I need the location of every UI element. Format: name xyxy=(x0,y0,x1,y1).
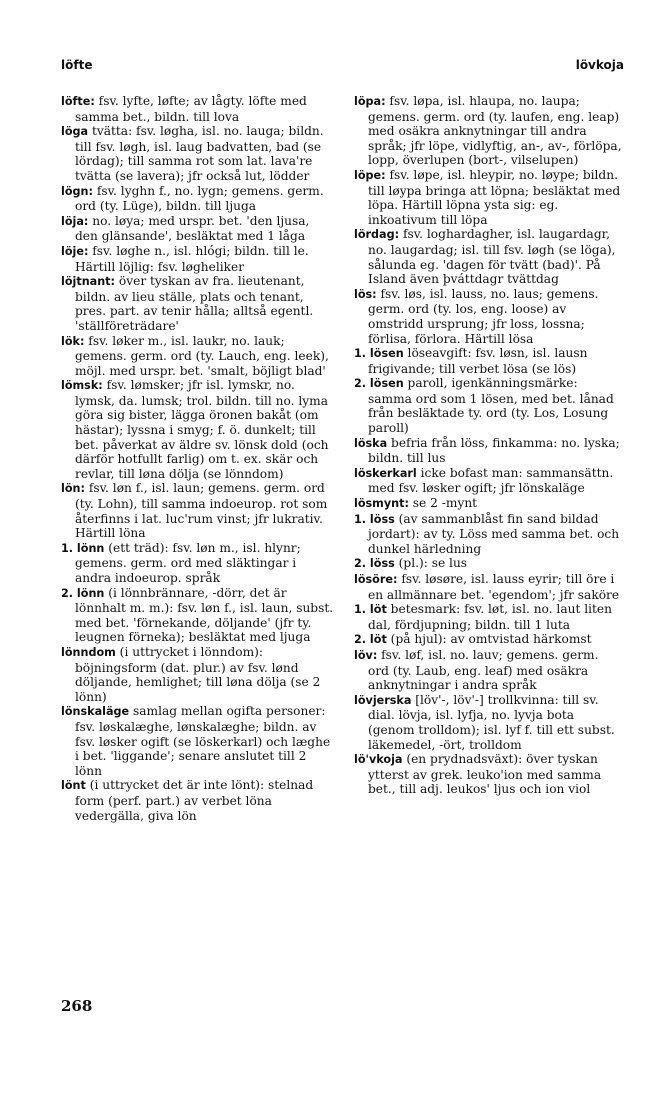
entry-text: (på hjul): av omtvistad härkomst xyxy=(386,632,592,647)
dictionary-entry xyxy=(61,124,335,183)
dictionary-entry xyxy=(354,227,622,286)
dictionary-entry xyxy=(354,287,622,346)
entry-text: (ett träd): fsv. løn m., isl. hlynr; gemens. germ. ord med släktingar i andra indoeurop. språk xyxy=(75,540,301,585)
running-head-right: lövkoja xyxy=(575,58,624,72)
entry-text: fsv. lømsker; jfr isl. lymskr, no. lymsk, da. lumsk; trol. bildn. till no. lyma göra sig bister, lägga öronen bakåt (om hästar); lyssna i smyg; f. ö. dunkelt; till bet. påverkat av äldre sv. lönsk dold (och därför hotfullt farlig) om t. ex. skär och revlar, till løna dölja (se lönndom) xyxy=(75,378,329,481)
dictionary-entry xyxy=(61,645,335,704)
headword: löv: xyxy=(354,648,378,662)
entry-text: se 2 -mynt xyxy=(408,496,478,511)
dictionary-entry xyxy=(61,541,335,586)
entry-text: över tyskan av fra. lieutenant, bildn. av lieu ställe, plats och tenant, pres. part. av tenir hålla; alltså egentl. 'ställföreträdare' xyxy=(75,274,314,333)
entry-text: (i uttrycket det är inte lönt): stelnad form (perf. part.) av verbet löna vedergälla, giva lön xyxy=(75,778,314,823)
headword: löja: xyxy=(61,214,89,228)
headword: löpa: xyxy=(354,95,386,108)
headword: löjtnant: xyxy=(61,275,116,289)
headword: 2. löss xyxy=(354,557,395,571)
headword: lördag: xyxy=(354,228,400,242)
dictionary-entry xyxy=(354,632,622,648)
headword: lö'vkoja xyxy=(354,753,403,767)
entry-text: fsv. løghe n., isl. hlógi; bildn. till le. Härtill löjlig: fsv. løgheliker xyxy=(75,243,309,274)
dictionary-entry xyxy=(61,334,335,379)
headword: löskerkarl xyxy=(354,466,417,480)
headword: löfte: xyxy=(61,95,95,108)
entry-text: fsv. loghardagher, isl. laugardagr, no. laugardag; isl. till fsv. løgh (se löga), sålunda eg. 'dagen för tvätt (bad)'. På Island även þváttdagr tvättdag xyxy=(368,227,616,287)
entry-text: befria från löss, finkamma: no. lyska; bildn. till lus xyxy=(368,435,620,466)
dictionary-entry xyxy=(354,693,622,752)
dictionary-entry xyxy=(354,556,622,572)
headword: 1. löt xyxy=(354,603,387,617)
entry-text: fsv. lyfte, løfte; av lågty. löfte med samma bet., bildn. till lova xyxy=(75,94,307,124)
entry-text: samlag mellan ogifta personer: fsv. løskalæghe, lønskalæghe; bildn. av fsv. løsker ogift (se löskerkarl) och læghe i bet. 'liggande'; senare anslutet till 2 lönn xyxy=(75,704,331,778)
entry-text: fsv. lyghn f., no. lygn; gemens. germ. ord (ty. Lüge), bildn. till ljuga xyxy=(75,183,324,214)
dictionary-entry xyxy=(354,602,622,632)
entry-text: fsv. løn f., isl. laun; gemens. germ. ord (ty. Lohn), till samma indoeurop. rot som återfinns i lat. luc'rum vinst; jfr lukrativ. Härtill löna xyxy=(75,481,328,541)
headword: löpe: xyxy=(354,168,386,182)
entry-text: (i uttrycket i lönndom): böjningsform (dat. plur.) av fsv. lønd döljande, hemlighet; till løna dölja (se 2 lönn) xyxy=(75,644,321,704)
dictionary-entry xyxy=(61,704,335,778)
dictionary-entry xyxy=(354,752,622,797)
dictionary-entry xyxy=(354,346,622,376)
entry-text: (av sammanblåst fin sand bildad jordart): av ty. Löss med samma bet. och dunkel härledning xyxy=(368,511,620,556)
entry-text: fsv. løpe, isl. hleypir, no. løype; bildn. till løypa bringa att löpna; besläktat med löpa. Härtill löpna ysta sig: eg. inkoativum till löpa xyxy=(368,167,621,227)
headword: lögn: xyxy=(61,184,93,198)
entry-text: betesmark: fsv. løt, isl. no. laut liten dal, fördjupning; bildn. till 1 luta xyxy=(368,602,612,632)
headword: 1. lönn xyxy=(61,541,105,555)
dictionary-entry xyxy=(354,572,622,602)
dictionary-entry xyxy=(354,466,622,496)
running-head-left: löfte xyxy=(61,58,93,72)
dictionary-entry xyxy=(354,512,622,557)
entry-text: fsv. løs, isl. lauss, no. laus; gemens. germ. ord (ty. los, eng. loose) av omstridd ursprung; jfr loss, lossna; förlisa, förlora. Härtill lösa xyxy=(368,286,599,346)
entry-text: (en prydnadsväxt): över tyskan ytterst av grek. leuko'ion med samma bet., till adj. leukos' ljus och ion viol xyxy=(368,752,602,797)
entry-text: [löv'-, löv'-] trollkvinna: till sv. dial. lövja, isl. lyfja, no. lyvja bota (genom trolldom); isl. lyf f. till ett subst. läkemedel, -ört, trolldom xyxy=(368,692,615,752)
headword: löje: xyxy=(61,244,89,258)
headword: lömsk: xyxy=(61,379,103,393)
entry-text: fsv. løsøre, isl. lauss eyrir; till öre i en allmännare bet. 'egendom'; jfr saköre xyxy=(368,572,620,602)
dictionary-entry xyxy=(354,168,622,227)
entry-text: fsv. løpa, isl. hlaupa, no. laupa; gemens. germ. ord (ty. laufen, eng. leap) med osäkra anknytningar till andra språk; jfr löpe, vidlyftig, an-, av-, förlöpa, lopp, överlupen (bort-, vilselupen) xyxy=(368,94,622,168)
dictionary-entry xyxy=(354,648,622,693)
headword: lösöre: xyxy=(354,573,398,586)
entry-text: tvätta: fsv. løgha, isl. no. lauga; bildn. till fsv. løgh, isl. laug badvatten, bad (se lördag); till samma rot som lat. lava're tvätta (se lavera); jfr också lut, lödder xyxy=(75,124,324,183)
headword: 2. lönn xyxy=(61,586,105,600)
dictionary-entry xyxy=(354,94,622,168)
headword: 1. löss xyxy=(354,512,395,526)
dictionary-entry xyxy=(61,274,335,333)
entry-text: (i lönnbrännare, -dörr, det är lönnhalt m. m.): fsv. løn f., isl. laun, subst. med bet. 'förnekande, döljande' (jfr ty. leugnen förneka); besläktat med ljuga xyxy=(75,585,334,645)
entry-text: fsv. løf, isl. no. lauv; gemens. germ. ord (ty. Laub, eng. leaf) med osäkra anknytningar i andra språk xyxy=(368,647,599,693)
headword: lövjerska xyxy=(354,693,412,707)
entry-text: löseavgift: fsv. løsn, isl. lausn frigivande; till verbet lösa (se lös) xyxy=(368,346,588,376)
entry-text: no. løya; med urspr. bet. 'den ljusa, den glänsande', besläktat med 1 låga xyxy=(75,213,310,244)
dictionary-entry xyxy=(61,481,335,540)
dictionary-entry xyxy=(61,214,335,244)
dictionary-entry xyxy=(61,94,335,124)
headword: lön: xyxy=(61,482,85,496)
headword: löska xyxy=(354,436,388,450)
dictionary-entry xyxy=(354,436,622,466)
headword: lös: xyxy=(354,287,377,301)
entry-text: paroll, igenkänningsmärke: samma ord som 1 lösen, med bet. lånad från besläktade ty. ord (ty. Los, Losung paroll) xyxy=(368,376,614,436)
headword: löga xyxy=(61,125,89,139)
entry-text: fsv. løker m., isl. laukr, no. lauk; gemens. germ. ord (ty. Lauch, eng. leek), möjl. med urspr. bet. 'smalt, böjligt blad' xyxy=(75,333,329,378)
entry-text: icke bofast man: sammansättn. med fsv. løsker ogift; jfr lönskaläge xyxy=(368,465,614,496)
dictionary-entry xyxy=(61,586,335,645)
headword: lök: xyxy=(61,334,85,348)
headword: 1. lösen xyxy=(354,347,404,361)
headword: lönskaläge xyxy=(61,705,130,719)
left-column xyxy=(61,94,335,823)
dictionary-entry xyxy=(61,778,335,823)
headword: 2. löt xyxy=(354,633,387,647)
right-column xyxy=(354,94,622,797)
dictionary-entry xyxy=(61,378,335,481)
dictionary-entry xyxy=(354,496,622,512)
dictionary-entry xyxy=(354,376,622,435)
dictionary-entry xyxy=(61,244,335,274)
headword: lönndom xyxy=(61,645,116,659)
dictionary-entry xyxy=(61,184,335,214)
page-number: 268 xyxy=(61,997,93,1015)
entry-text: (pl.): se lus xyxy=(394,556,468,571)
headword: lönt xyxy=(61,779,86,793)
headword: lösmynt: xyxy=(354,497,409,511)
headword: 2. lösen xyxy=(354,377,404,391)
